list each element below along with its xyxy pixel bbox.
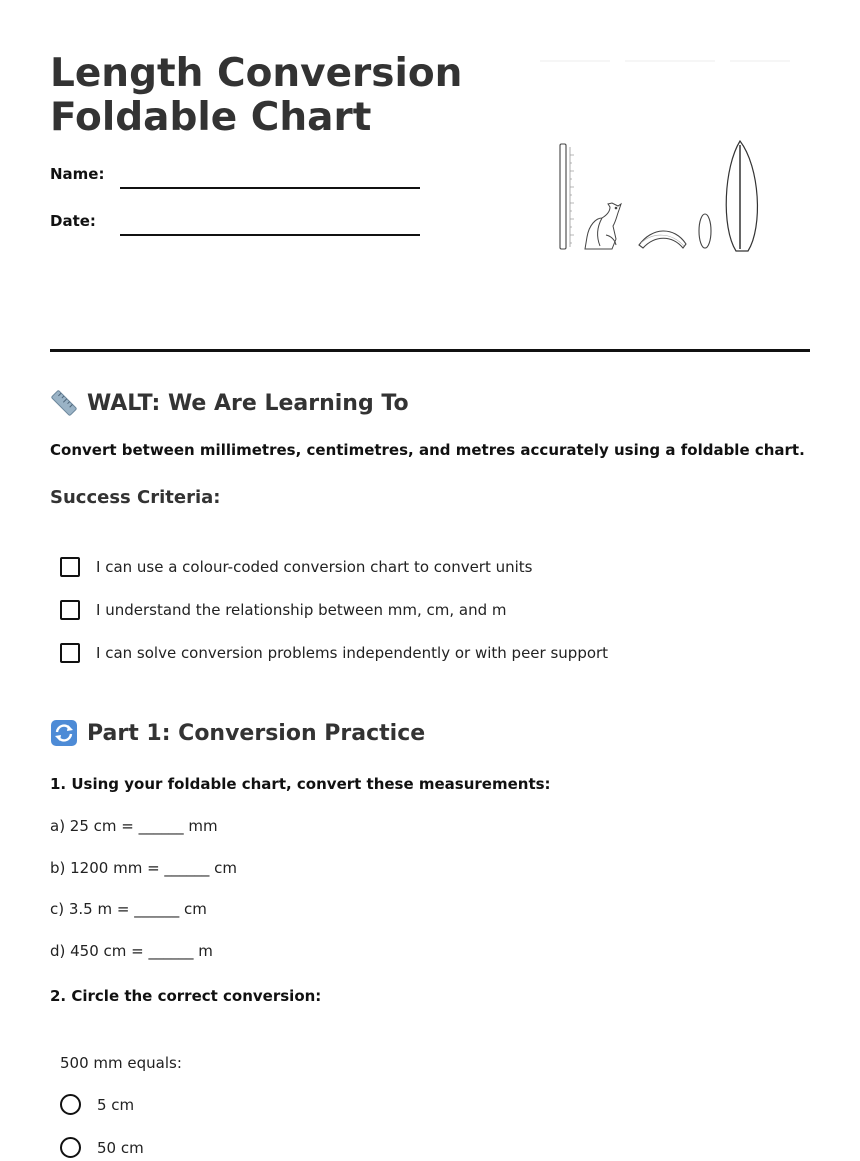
date-line[interactable] <box>120 234 420 236</box>
option-text: 5 cm <box>97 1095 135 1114</box>
conversion-item-c: c) 3.5 m = ______ cm <box>50 900 207 918</box>
refresh-arrows-icon <box>50 719 78 747</box>
criterion-checkbox[interactable] <box>60 557 80 577</box>
part1-heading <box>50 719 425 747</box>
conversion-item-d: d) 450 cm = ______ m <box>50 942 213 960</box>
kangaroo-drawing <box>585 203 621 249</box>
success-criteria-label: Success Criteria: <box>50 487 221 508</box>
option-item <box>60 1137 144 1158</box>
name-line[interactable] <box>120 187 420 189</box>
banana-drawing <box>639 231 686 248</box>
question-2-stem: 500 mm equals: <box>60 1054 182 1072</box>
criterion-item <box>60 643 608 663</box>
surfboard-drawing <box>726 141 757 251</box>
question-1: 1. Using your foldable chart, convert these measurements: <box>50 775 551 793</box>
criterion-checkbox[interactable] <box>60 643 80 663</box>
length-objects-illustration <box>540 55 800 255</box>
date-label: Date: <box>50 212 96 230</box>
option-item <box>60 1094 134 1115</box>
criterion-text: I understand the relationship between mm, cm, and m <box>96 601 507 619</box>
title-line-1: Length Conversion <box>50 51 463 96</box>
egg-drawing <box>699 214 711 248</box>
conversion-item-a: a) 25 cm = ______ mm <box>50 817 218 835</box>
conversion-item-b: b) 1200 mm = ______ cm <box>50 859 238 877</box>
option-radio[interactable] <box>60 1094 81 1115</box>
walt-heading <box>50 389 409 417</box>
walt-heading-text: WALT: We Are Learning To <box>87 390 409 416</box>
header-divider <box>50 349 810 352</box>
criterion-item <box>60 557 533 577</box>
criterion-checkbox[interactable] <box>60 600 80 620</box>
option-radio[interactable] <box>60 1137 81 1158</box>
ruler-drawing <box>560 144 574 249</box>
title-line-2: Foldable Chart <box>50 95 372 140</box>
name-label: Name: <box>50 165 105 183</box>
walt-objective: Convert between millimetres, centimetres, and metres accurately using a foldable chart. <box>50 441 805 459</box>
part1-heading-text: Part 1: Conversion Practice <box>87 720 426 746</box>
criterion-text: I can use a colour-coded conversion chart to convert units <box>96 558 533 576</box>
option-text: 50 cm <box>97 1138 144 1157</box>
page-title <box>50 52 462 140</box>
question-2: 2. Circle the correct conversion: <box>50 987 322 1005</box>
criterion-text: I can solve conversion problems independently or with peer support <box>96 644 609 662</box>
criterion-item <box>60 600 507 620</box>
ruler-icon <box>50 389 78 417</box>
